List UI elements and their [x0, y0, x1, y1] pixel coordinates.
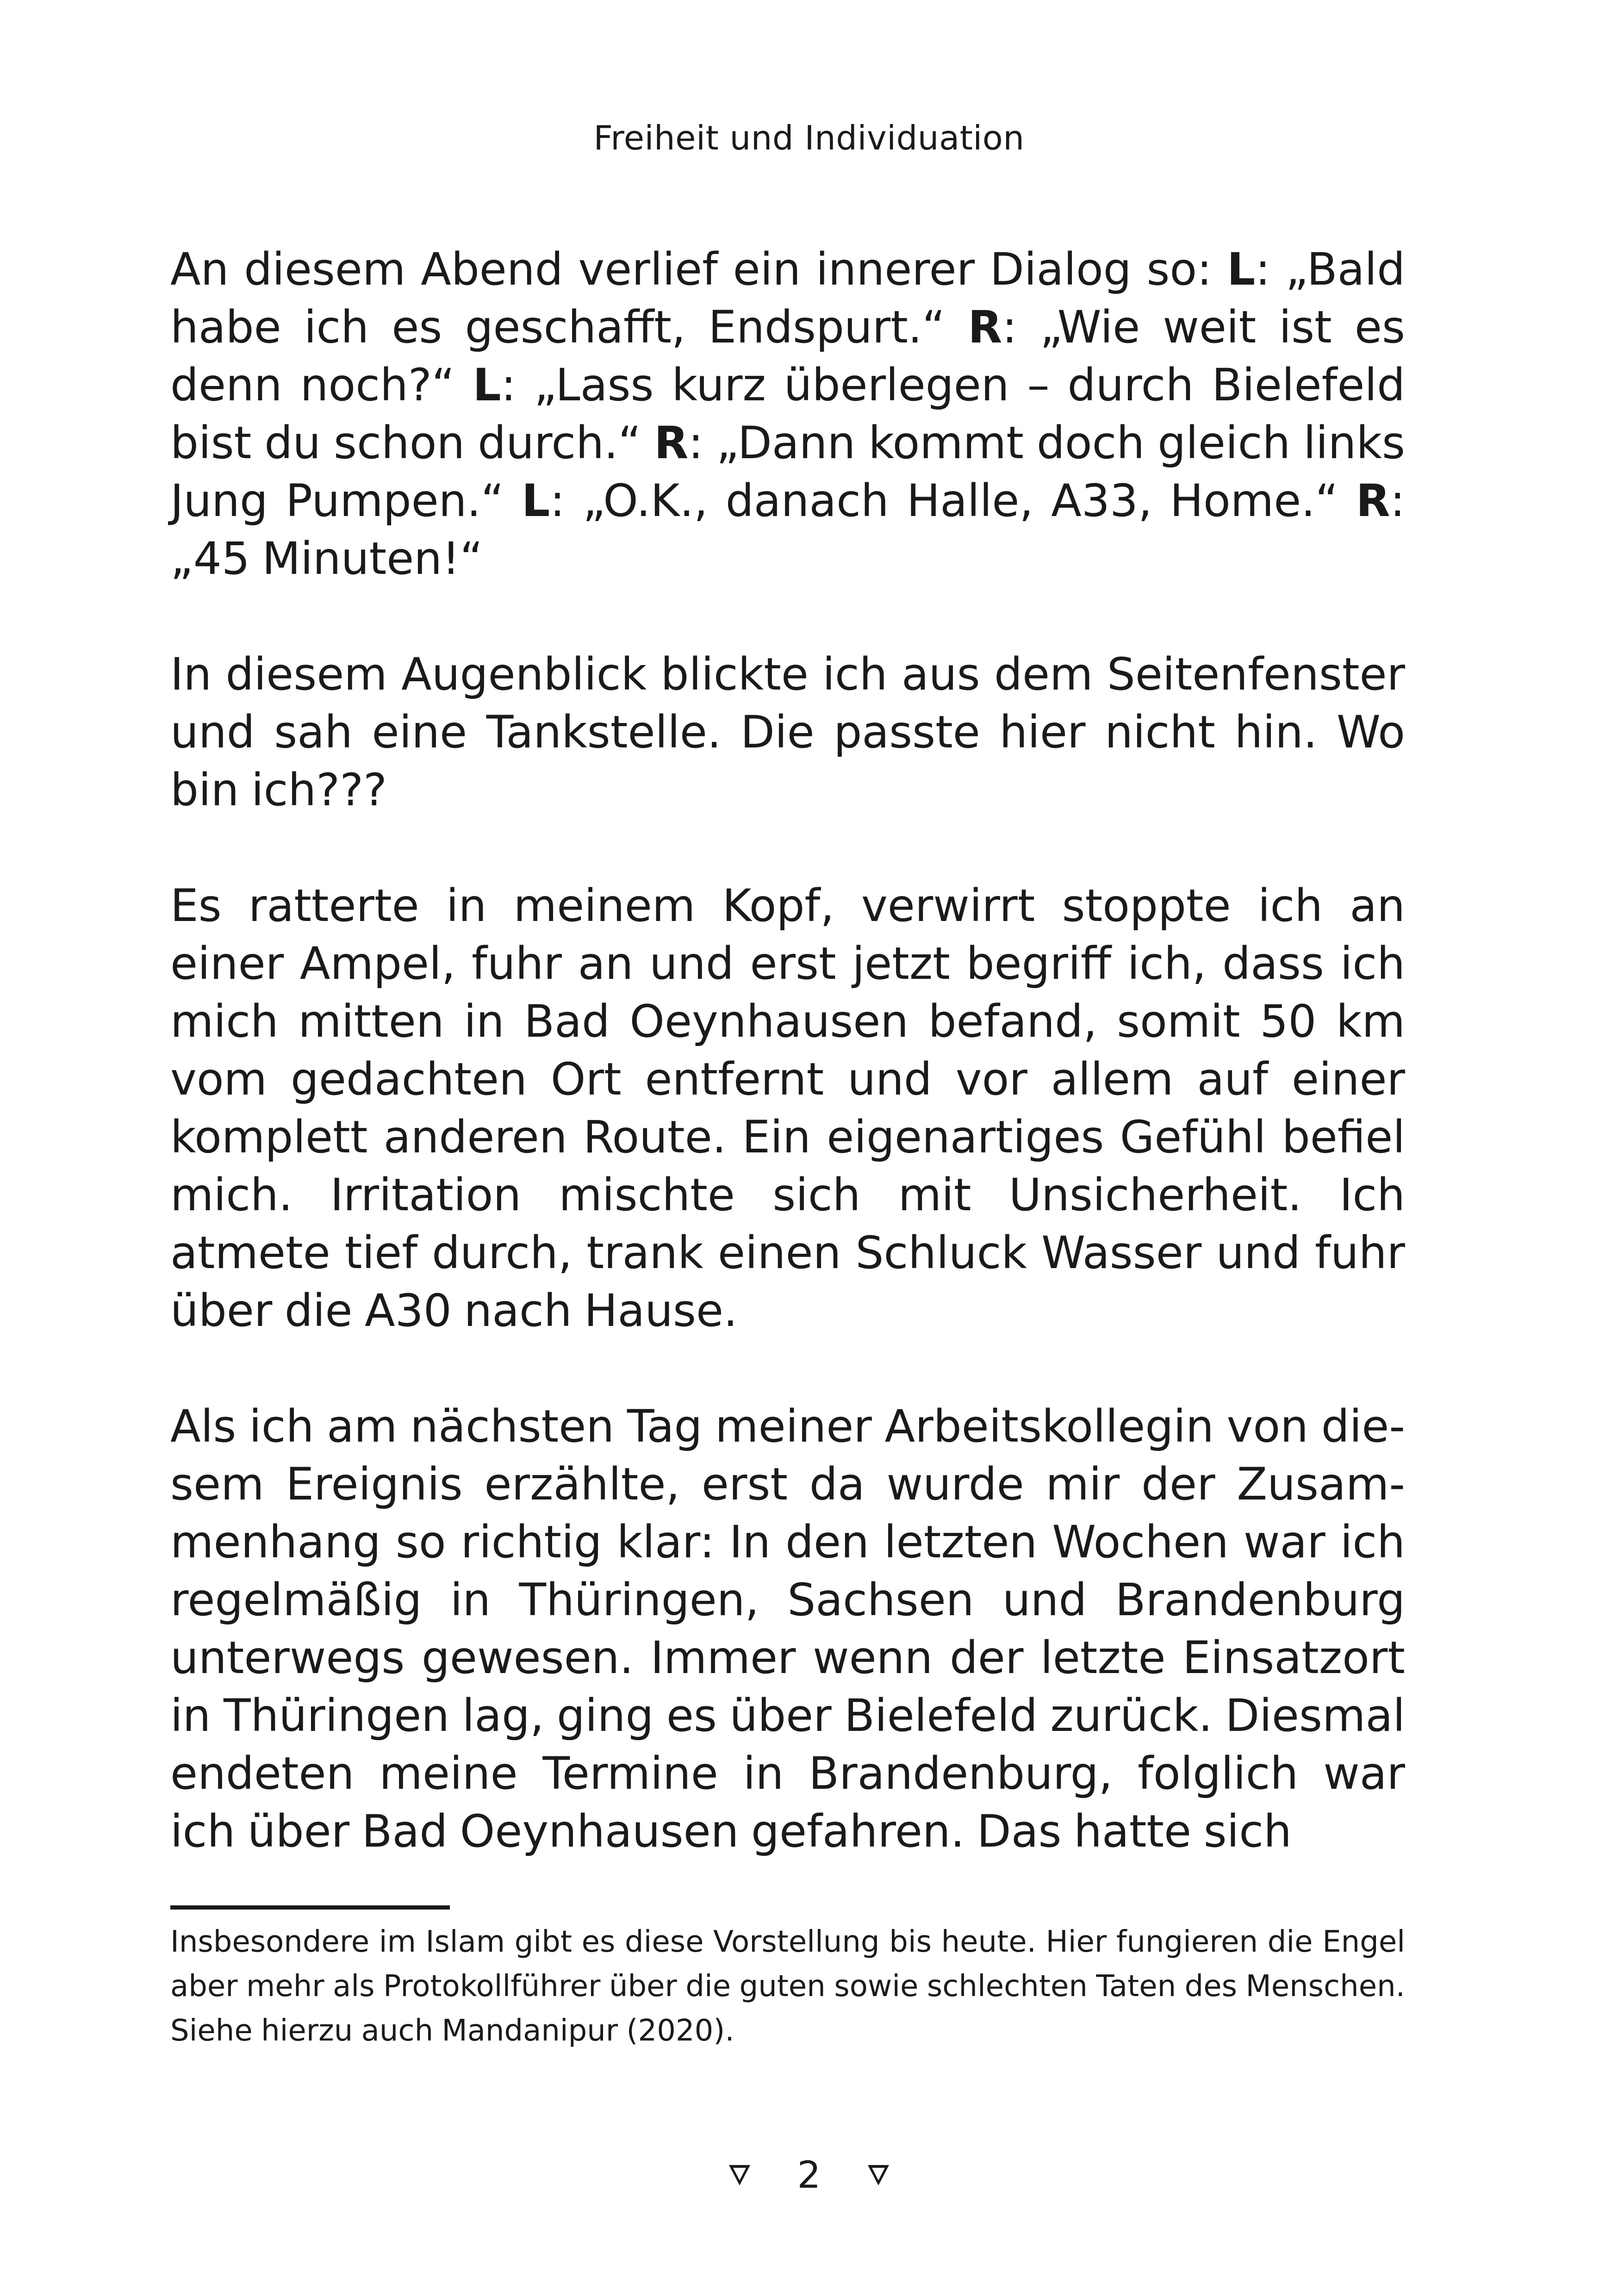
main-text: [170, 241, 1405, 1860]
page-number: 2: [797, 2153, 821, 2197]
text-segment: : „Bald habe ich es geschafft, Endspurt.“: [170, 243, 1406, 353]
text-segment: : „O.K., danach Halle, A33, Home.“: [550, 475, 1356, 527]
footnote-rule: [170, 1905, 450, 1910]
text-segment: : „45 Minuten!“: [170, 475, 1405, 585]
paragraph-zusammenhang: Als ich am nächsten Tag meiner Arbeitskollegin von diesem Ereignis erzählte, erst da wurde mir der Zusammenhang so richtig klar: In den letzten Wochen war ich regelmäßig in Thüringen, Sachsen und Brandenburg unterwegs gewesen. Immer wenn der letzte Einsatzort in Thüringen lag, ging es über Bielefeld zurück. Diesmal endeten meine Termine in Brandenburg, folglich war ich über Bad Oeynhausen gefahren. Das hatte sich: [170, 1400, 1405, 1857]
paragraph-bad-oeynhausen: Es ratterte in meinem Kopf, verwirrt stoppte ich an einer Ampel, fuhr an und erst jetzt begriff ich, dass ich mich mitten in Bad Oeynhausen befand, somit 50 km vom gedachten Ort entfernt und vor allem auf einer komplett anderen Route. Ein eigenartiges Gefühl befiel mich. Irritation mischte sich mit Unsicherheit. Ich atmete tief durch, trank einen Schluck Wasser und fuhr über die A30 nach Hause.: [170, 880, 1405, 1337]
speaker-r: R: [968, 301, 1002, 353]
text-segment: An diesem Abend verlief ein innerer Dialog so:: [170, 243, 1227, 295]
down-triangle-outline-icon: [868, 2165, 889, 2185]
speaker-r: R: [1356, 475, 1390, 527]
down-triangle-outline-icon: [729, 2165, 750, 2185]
paragraph-dialog: [170, 241, 1405, 588]
speaker-l: L: [1227, 243, 1256, 295]
speaker-l: L: [522, 475, 550, 527]
running-title: Freiheit und Individuation: [593, 118, 1025, 157]
page-folio: [0, 2147, 1618, 2201]
paragraph-tankstelle: In diesem Augenblick blickte ich aus dem Seitenfenster und sah eine Tankstelle. Die passte hier nicht hin. Wo bin ich???: [170, 648, 1405, 816]
footnote: Insbesondere im Islam gibt es diese Vorstellung bis heute. Hier fungieren die Engel aber mehr als Protokollführer über die guten sowie schlechten Taten des Menschen. Siehe hierzu auch Mandanipur (2020).: [170, 1925, 1405, 2048]
text-segment: : „Wie weit ist es denn noch?“: [170, 301, 1406, 411]
text-segment: : „Dann kommt doch gleich links Jung Pumpen.“: [170, 417, 1406, 527]
text-segment: : „Lass kurz überlegen – durch Bielefeld bist du schon durch.“: [170, 359, 1406, 469]
speaker-r: R: [654, 417, 689, 469]
speaker-l: L: [473, 359, 501, 411]
